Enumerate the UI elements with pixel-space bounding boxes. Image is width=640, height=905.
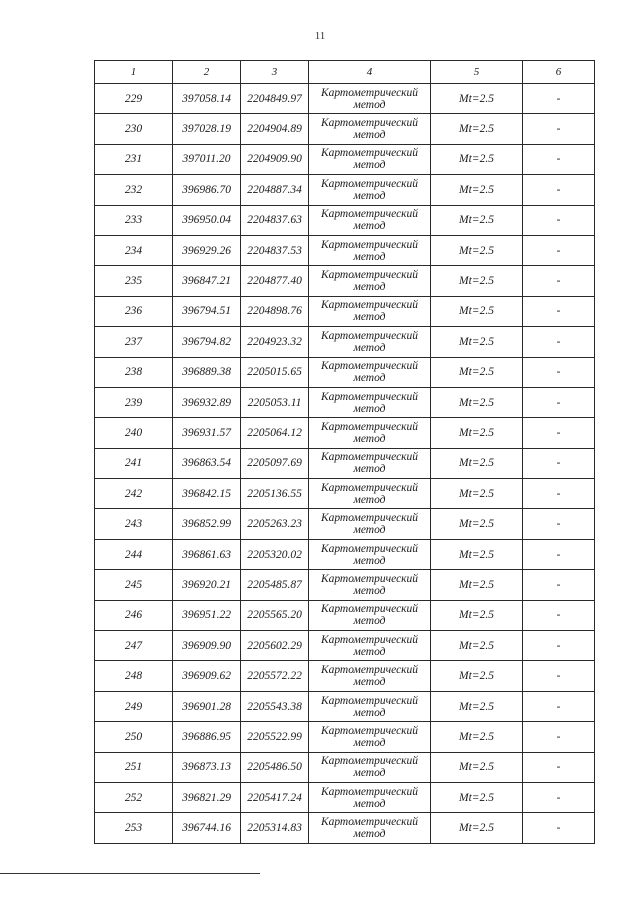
method-line-2: метод <box>353 676 386 689</box>
method-line-1: Картометрический <box>320 603 419 616</box>
coordinate-y: 2205320.02 <box>241 539 309 569</box>
point-number: 252 <box>95 782 173 812</box>
method-cell <box>309 570 431 600</box>
method-line-1: Картометрический <box>320 208 419 221</box>
note-value: - <box>523 661 595 691</box>
note-value: - <box>523 539 595 569</box>
point-number: 250 <box>95 722 173 752</box>
method-line-1: Картометрический <box>320 238 419 251</box>
method-line-2: метод <box>353 736 386 749</box>
precision-value: Mt=2.5 <box>431 631 523 661</box>
coordinate-y: 2204887.34 <box>241 175 309 205</box>
method-cell <box>309 418 431 448</box>
method-cell <box>309 235 431 265</box>
table-row <box>95 509 595 539</box>
precision-value: Mt=2.5 <box>431 205 523 235</box>
table-body <box>95 84 595 844</box>
coordinate-x: 396794.82 <box>173 327 241 357</box>
method-cell <box>309 631 431 661</box>
method-line-1: Картометрический <box>320 572 419 585</box>
method-line-2: метод <box>353 159 386 172</box>
coordinate-y: 2204877.40 <box>241 266 309 296</box>
method-line-2: метод <box>353 524 386 537</box>
method-cell <box>309 722 431 752</box>
note-value: - <box>523 84 595 114</box>
method-cell <box>309 539 431 569</box>
note-value: - <box>523 509 595 539</box>
coordinate-y: 2205543.38 <box>241 691 309 721</box>
point-number: 247 <box>95 631 173 661</box>
point-number: 243 <box>95 509 173 539</box>
method-cell <box>309 782 431 812</box>
precision-value: Mt=2.5 <box>431 539 523 569</box>
note-value: - <box>523 175 595 205</box>
coordinate-x: 397058.14 <box>173 84 241 114</box>
method-line-1: Картометрический <box>320 816 419 829</box>
point-number: 234 <box>95 235 173 265</box>
coordinate-y: 2204904.89 <box>241 114 309 144</box>
coordinate-y: 2205064.12 <box>241 418 309 448</box>
coordinate-y: 2204837.53 <box>241 235 309 265</box>
precision-value: Mt=2.5 <box>431 479 523 509</box>
note-value: - <box>523 479 595 509</box>
coordinate-x: 396901.28 <box>173 691 241 721</box>
table-row <box>95 205 595 235</box>
coordinate-y: 2205417.24 <box>241 782 309 812</box>
page-number: 11 <box>314 30 326 42</box>
table-row <box>95 691 595 721</box>
note-value: - <box>523 266 595 296</box>
coordinate-x: 396852.99 <box>173 509 241 539</box>
coordinate-y: 2205314.83 <box>241 813 309 843</box>
coordinate-x: 397011.20 <box>173 144 241 174</box>
table-row <box>95 266 595 296</box>
method-cell <box>309 296 431 326</box>
method-cell <box>309 509 431 539</box>
method-cell <box>309 327 431 357</box>
point-number: 233 <box>95 205 173 235</box>
point-number: 244 <box>95 539 173 569</box>
note-value: - <box>523 235 595 265</box>
table-header-row <box>95 61 595 84</box>
table-row <box>95 144 595 174</box>
method-cell <box>309 691 431 721</box>
point-number: 253 <box>95 813 173 843</box>
method-line-1: Картометрический <box>320 451 419 464</box>
method-line-2: метод <box>353 129 386 142</box>
method-line-2: метод <box>353 797 386 810</box>
coordinate-x: 396920.21 <box>173 570 241 600</box>
point-number: 237 <box>95 327 173 357</box>
precision-value: Mt=2.5 <box>431 327 523 357</box>
precision-value: Mt=2.5 <box>431 782 523 812</box>
header-cell: 1 <box>95 61 173 84</box>
method-line-2: метод <box>353 402 386 415</box>
method-line-2: метод <box>353 281 386 294</box>
header-cell: 3 <box>241 61 309 84</box>
coordinate-y: 2205485.87 <box>241 570 309 600</box>
method-line-1: Картометрический <box>320 694 419 707</box>
precision-value: Mt=2.5 <box>431 235 523 265</box>
note-value: - <box>523 327 595 357</box>
method-line-1: Картометрический <box>320 785 419 798</box>
method-cell <box>309 84 431 114</box>
table-row <box>95 661 595 691</box>
point-number: 249 <box>95 691 173 721</box>
method-line-1: Картометрический <box>320 360 419 373</box>
method-line-2: метод <box>353 584 386 597</box>
method-line-1: Картометрический <box>320 633 419 646</box>
coordinate-y: 2205522.99 <box>241 722 309 752</box>
method-cell <box>309 813 431 843</box>
table-row <box>95 296 595 326</box>
coordinate-y: 2205602.29 <box>241 631 309 661</box>
method-line-1: Картометрический <box>320 755 419 768</box>
coordinate-y: 2205572.22 <box>241 661 309 691</box>
method-line-2: метод <box>353 828 386 841</box>
method-line-2: метод <box>353 220 386 233</box>
precision-value: Mt=2.5 <box>431 144 523 174</box>
table-row <box>95 175 595 205</box>
precision-value: Mt=2.5 <box>431 448 523 478</box>
point-number: 230 <box>95 114 173 144</box>
coordinate-y: 2205486.50 <box>241 752 309 782</box>
note-value: - <box>523 600 595 630</box>
precision-value: Mt=2.5 <box>431 661 523 691</box>
method-cell <box>309 479 431 509</box>
method-cell <box>309 205 431 235</box>
method-line-2: метод <box>353 493 386 506</box>
note-value: - <box>523 296 595 326</box>
point-number: 242 <box>95 479 173 509</box>
table-row <box>95 357 595 387</box>
point-number: 241 <box>95 448 173 478</box>
table-row <box>95 84 595 114</box>
method-line-1: Картометрический <box>320 329 419 342</box>
point-number: 231 <box>95 144 173 174</box>
point-number: 240 <box>95 418 173 448</box>
table-row <box>95 631 595 661</box>
coordinate-x: 396951.22 <box>173 600 241 630</box>
point-number: 248 <box>95 661 173 691</box>
method-cell <box>309 661 431 691</box>
note-value: - <box>523 782 595 812</box>
note-value: - <box>523 691 595 721</box>
table-row <box>95 235 595 265</box>
method-line-1: Картометрический <box>320 420 419 433</box>
coordinate-y: 2205097.69 <box>241 448 309 478</box>
coordinate-y: 2205565.20 <box>241 600 309 630</box>
note-value: - <box>523 448 595 478</box>
table-row <box>95 479 595 509</box>
coordinate-x: 396950.04 <box>173 205 241 235</box>
method-cell <box>309 600 431 630</box>
coordinate-y: 2205136.55 <box>241 479 309 509</box>
method-line-2: метод <box>353 189 386 202</box>
point-number: 251 <box>95 752 173 782</box>
method-line-2: метод <box>353 767 386 780</box>
note-value: - <box>523 813 595 843</box>
note-value: - <box>523 722 595 752</box>
coordinate-x: 396886.95 <box>173 722 241 752</box>
coordinate-y: 2204837.63 <box>241 205 309 235</box>
method-line-2: метод <box>353 250 386 263</box>
coordinate-x: 396986.70 <box>173 175 241 205</box>
header-cell: 2 <box>173 61 241 84</box>
table-row <box>95 327 595 357</box>
precision-value: Mt=2.5 <box>431 387 523 417</box>
method-line-1: Картометрический <box>320 299 419 312</box>
method-cell <box>309 144 431 174</box>
precision-value: Mt=2.5 <box>431 418 523 448</box>
header-cell: 6 <box>523 61 595 84</box>
coordinate-x: 396744.16 <box>173 813 241 843</box>
method-line-1: Картометрический <box>320 147 419 160</box>
header-cell: 4 <box>309 61 431 84</box>
method-line-2: метод <box>353 98 386 111</box>
method-line-2: метод <box>353 645 386 658</box>
precision-value: Mt=2.5 <box>431 600 523 630</box>
method-cell <box>309 266 431 296</box>
table-row <box>95 539 595 569</box>
method-line-2: метод <box>353 706 386 719</box>
method-cell <box>309 114 431 144</box>
coordinate-y: 2204909.90 <box>241 144 309 174</box>
method-line-2: метод <box>353 341 386 354</box>
note-value: - <box>523 357 595 387</box>
point-number: 246 <box>95 600 173 630</box>
coordinate-x: 396873.13 <box>173 752 241 782</box>
method-line-2: метод <box>353 463 386 476</box>
method-line-2: метод <box>353 615 386 628</box>
method-line-2: метод <box>353 372 386 385</box>
point-number: 245 <box>95 570 173 600</box>
coordinates-table <box>94 60 595 844</box>
method-cell <box>309 448 431 478</box>
coordinate-x: 396932.89 <box>173 387 241 417</box>
coordinate-y: 2204923.32 <box>241 327 309 357</box>
coordinate-x: 396931.57 <box>173 418 241 448</box>
method-cell <box>309 387 431 417</box>
precision-value: Mt=2.5 <box>431 722 523 752</box>
precision-value: Mt=2.5 <box>431 570 523 600</box>
precision-value: Mt=2.5 <box>431 691 523 721</box>
precision-value: Mt=2.5 <box>431 357 523 387</box>
method-line-1: Картометрический <box>320 86 419 99</box>
coordinate-x: 396909.90 <box>173 631 241 661</box>
method-line-1: Картометрический <box>320 117 419 130</box>
header-cell: 5 <box>431 61 523 84</box>
table-row <box>95 722 595 752</box>
coordinate-y: 2204898.76 <box>241 296 309 326</box>
coordinate-y: 2205263.23 <box>241 509 309 539</box>
method-cell <box>309 752 431 782</box>
coordinate-x: 396863.54 <box>173 448 241 478</box>
point-number: 238 <box>95 357 173 387</box>
precision-value: Mt=2.5 <box>431 752 523 782</box>
method-line-1: Картометрический <box>320 481 419 494</box>
precision-value: Mt=2.5 <box>431 84 523 114</box>
precision-value: Mt=2.5 <box>431 813 523 843</box>
coordinate-x: 396821.29 <box>173 782 241 812</box>
method-line-2: метод <box>353 554 386 567</box>
table-row <box>95 448 595 478</box>
method-line-1: Картометрический <box>320 512 419 525</box>
table-row <box>95 418 595 448</box>
table-row <box>95 752 595 782</box>
note-value: - <box>523 114 595 144</box>
precision-value: Mt=2.5 <box>431 296 523 326</box>
point-number: 236 <box>95 296 173 326</box>
point-number: 235 <box>95 266 173 296</box>
method-line-1: Картометрический <box>320 664 419 677</box>
method-line-2: метод <box>353 311 386 324</box>
table-row <box>95 387 595 417</box>
table-row <box>95 813 595 843</box>
table-row <box>95 114 595 144</box>
method-cell <box>309 357 431 387</box>
method-line-1: Картометрический <box>320 269 419 282</box>
coordinate-x: 396909.62 <box>173 661 241 691</box>
note-value: - <box>523 144 595 174</box>
coordinate-x: 397028.19 <box>173 114 241 144</box>
precision-value: Mt=2.5 <box>431 509 523 539</box>
coordinate-x: 396794.51 <box>173 296 241 326</box>
coordinate-y: 2205015.65 <box>241 357 309 387</box>
note-value: - <box>523 418 595 448</box>
table-row <box>95 570 595 600</box>
method-line-1: Картометрический <box>320 177 419 190</box>
note-value: - <box>523 631 595 661</box>
note-value: - <box>523 570 595 600</box>
footnote-divider <box>0 873 260 874</box>
method-line-1: Картометрический <box>320 724 419 737</box>
precision-value: Mt=2.5 <box>431 266 523 296</box>
note-value: - <box>523 387 595 417</box>
method-line-1: Картометрический <box>320 390 419 403</box>
coordinate-x: 396847.21 <box>173 266 241 296</box>
point-number: 239 <box>95 387 173 417</box>
coordinate-y: 2204849.97 <box>241 84 309 114</box>
precision-value: Mt=2.5 <box>431 114 523 144</box>
note-value: - <box>523 205 595 235</box>
point-number: 232 <box>95 175 173 205</box>
coordinate-y: 2205053.11 <box>241 387 309 417</box>
table-row <box>95 600 595 630</box>
precision-value: Mt=2.5 <box>431 175 523 205</box>
method-cell <box>309 175 431 205</box>
method-line-2: метод <box>353 432 386 445</box>
coordinate-x: 396889.38 <box>173 357 241 387</box>
note-value: - <box>523 752 595 782</box>
point-number: 229 <box>95 84 173 114</box>
coordinate-x: 396842.15 <box>173 479 241 509</box>
coordinate-x: 396861.63 <box>173 539 241 569</box>
method-line-1: Картометрический <box>320 542 419 555</box>
coordinate-x: 396929.26 <box>173 235 241 265</box>
table-row <box>95 782 595 812</box>
